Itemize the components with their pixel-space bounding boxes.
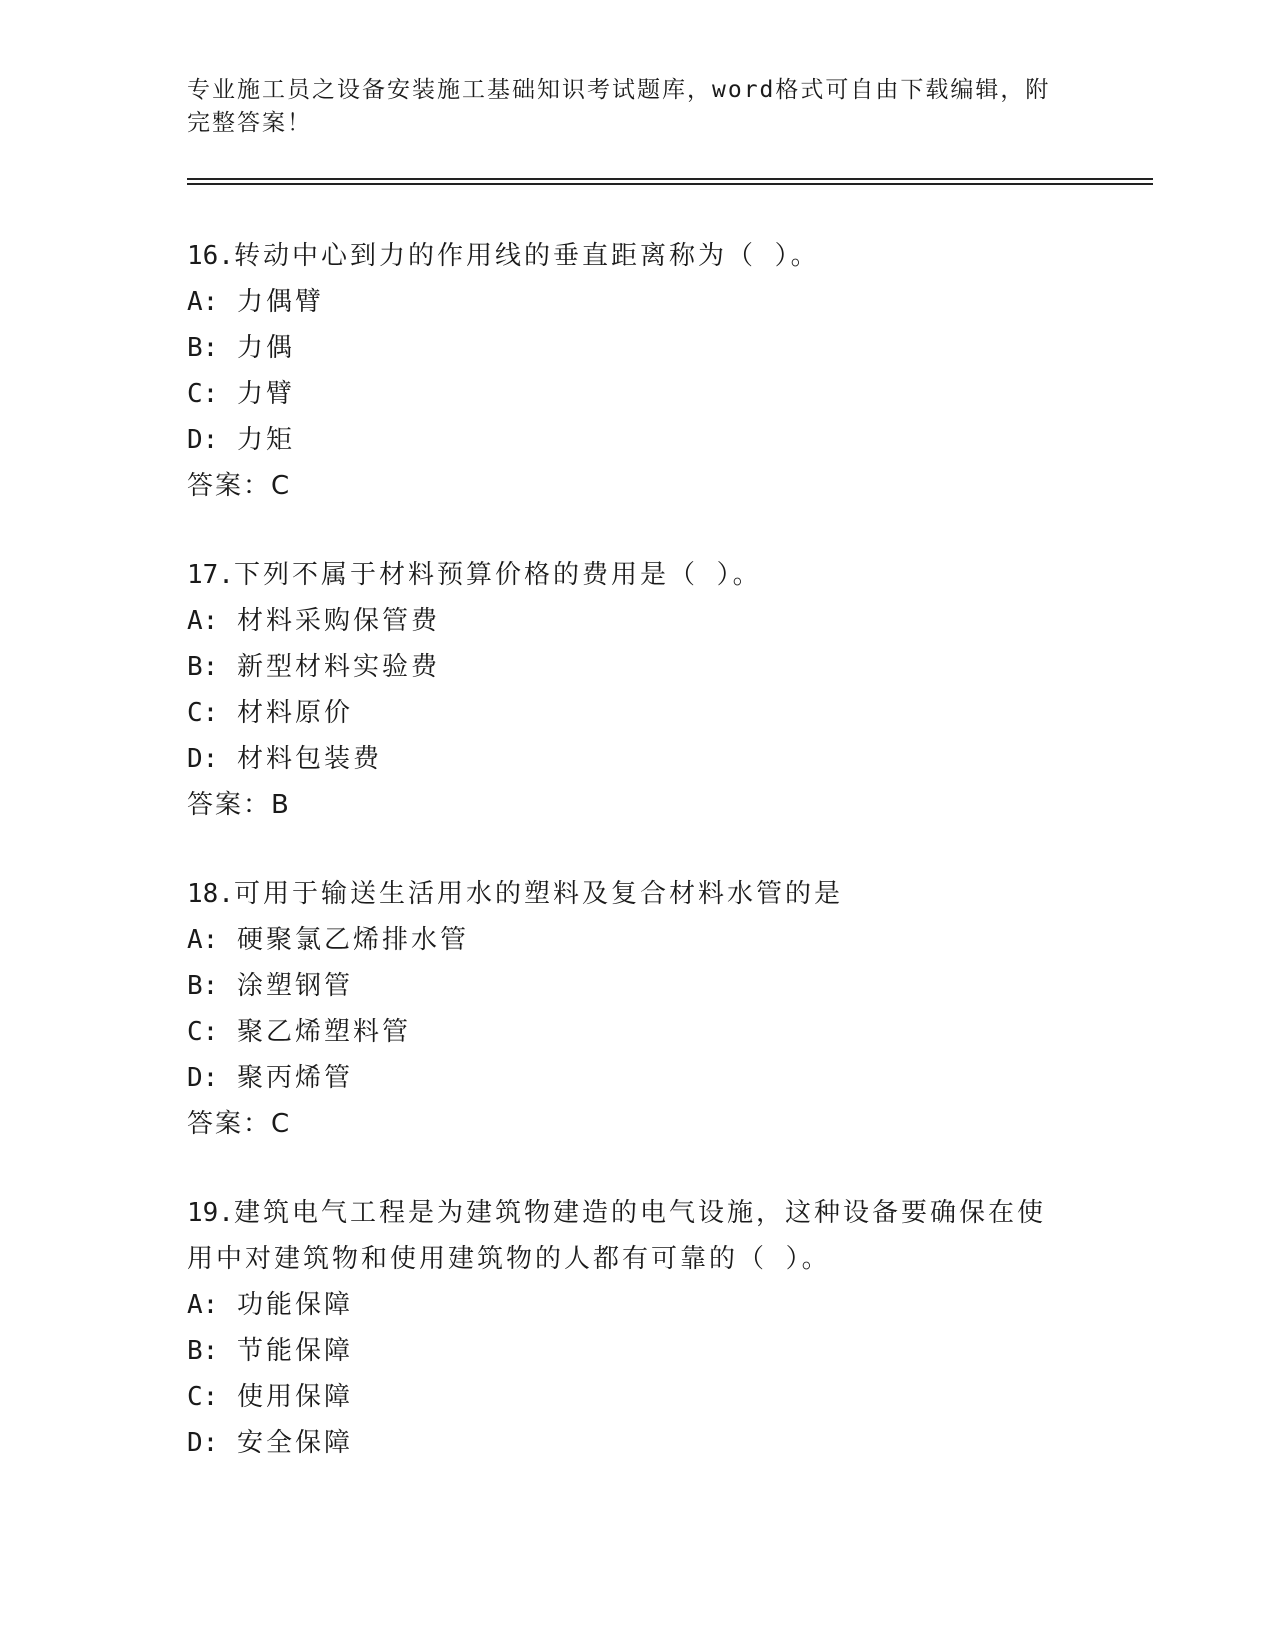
option-letter: A: xyxy=(187,1290,219,1320)
option-d xyxy=(187,1420,1057,1466)
question-18 xyxy=(187,871,1087,1147)
option-letter: A: xyxy=(187,287,219,317)
question-stem xyxy=(187,233,1087,279)
option-text: 新型材料实验费 xyxy=(236,652,440,682)
option-text: 功能保障 xyxy=(236,1290,353,1320)
option-text: 聚丙烯管 xyxy=(236,1063,353,1093)
option-letter: C: xyxy=(187,1017,219,1047)
option-text: 材料包装费 xyxy=(236,744,382,774)
question-17 xyxy=(187,552,1087,828)
question-stem xyxy=(187,1190,1057,1282)
option-letter: C: xyxy=(187,698,219,728)
question-stem xyxy=(187,871,1087,917)
option-text: 力臂 xyxy=(236,379,295,409)
question-text: 建筑电气工程是为建筑物建造的电气设施，这种设备要确保在使用中对建筑物和使用建筑物的人都有可靠的（ ）。 xyxy=(187,1198,1046,1274)
header-divider-top xyxy=(187,178,1153,180)
option-letter: D: xyxy=(187,1063,219,1093)
option-letter: D: xyxy=(187,744,219,774)
option-c xyxy=(187,371,1087,417)
option-text: 力偶臂 xyxy=(236,287,324,317)
option-text: 力矩 xyxy=(236,425,295,455)
option-c xyxy=(187,1374,1057,1420)
header-divider-bottom xyxy=(187,183,1153,185)
question-number: 19. xyxy=(187,1198,234,1228)
option-c xyxy=(187,1009,1087,1055)
option-text: 聚乙烯塑料管 xyxy=(236,1017,411,1047)
question-stem xyxy=(187,552,1087,598)
question-text: 转动中心到力的作用线的垂直距离称为（ ）。 xyxy=(233,241,820,271)
option-b xyxy=(187,644,1087,690)
option-letter: B: xyxy=(187,1336,219,1366)
option-a xyxy=(187,598,1087,644)
option-letter: D: xyxy=(187,1428,219,1458)
option-b xyxy=(187,1328,1057,1374)
question-16 xyxy=(187,233,1087,509)
question-19 xyxy=(187,1190,1057,1466)
option-letter: B: xyxy=(187,333,219,363)
option-letter: B: xyxy=(187,971,219,1001)
option-d xyxy=(187,417,1087,463)
option-text: 力偶 xyxy=(236,333,295,363)
answer-line: 答案：B xyxy=(187,790,291,820)
option-text: 节能保障 xyxy=(236,1336,353,1366)
option-d xyxy=(187,736,1087,782)
option-text: 安全保障 xyxy=(236,1428,353,1458)
option-letter: C: xyxy=(187,379,219,409)
question-number: 17. xyxy=(187,560,234,590)
option-b xyxy=(187,325,1087,371)
option-b xyxy=(187,963,1087,1009)
option-text: 硬聚氯乙烯排水管 xyxy=(236,925,469,955)
question-text: 下列不属于材料预算价格的费用是（ ）。 xyxy=(233,560,762,590)
option-d xyxy=(187,1055,1087,1101)
document-header: 专业施工员之设备安装施工基础知识考试题库，word格式可自由下载编辑，附完整答案！ xyxy=(187,77,1051,136)
option-letter: A: xyxy=(187,925,219,955)
answer-line: 答案：C xyxy=(187,1109,292,1139)
option-a xyxy=(187,1282,1057,1328)
option-text: 涂塑钢管 xyxy=(236,971,353,1001)
option-text: 材料采购保管费 xyxy=(236,606,440,636)
option-letter: C: xyxy=(187,1382,219,1412)
answer-line: 答案：C xyxy=(187,471,292,501)
option-letter: D: xyxy=(187,425,219,455)
option-text: 使用保障 xyxy=(236,1382,353,1412)
option-a xyxy=(187,279,1087,325)
option-letter: B: xyxy=(187,652,219,682)
question-number: 16. xyxy=(187,241,234,271)
option-letter: A: xyxy=(187,606,219,636)
question-text: 可用于输送生活用水的塑料及复合材料水管的是 xyxy=(233,879,843,909)
question-number: 18. xyxy=(187,879,234,909)
option-a xyxy=(187,917,1087,963)
option-c xyxy=(187,690,1087,736)
option-text: 材料原价 xyxy=(236,698,353,728)
